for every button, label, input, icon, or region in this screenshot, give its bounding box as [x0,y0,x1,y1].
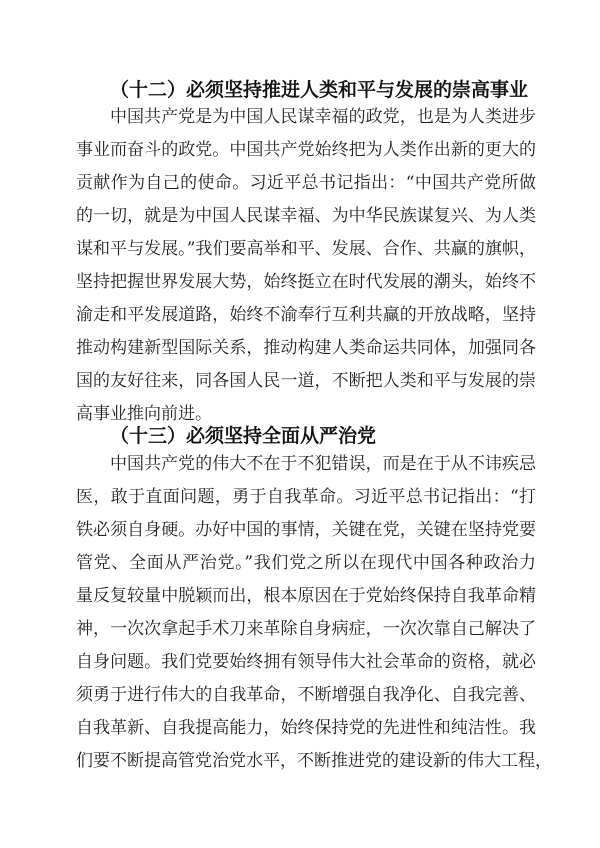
text-line: 高事业推向前进。 [76,404,212,424]
text-line: 推动构建新型国际关系，推动构建人类命运共同体，加强同各 [76,338,536,358]
text-line: 坚持把握世界发展大势，始终挺立在时代发展的潮头，始终不 [76,272,536,292]
text-line: 须勇于进行伟大的自我革命，不断增强自我净化、自我完善、 [76,685,536,705]
text-line: 的一切，就是为中国人民谋幸福、为中华民族谋复兴、为人类 [76,206,536,226]
text-line: 神，一次次拿起手术刀来革除自身病症，一次次靠自己解决了 [76,619,536,639]
text-line: 中国共产党是为中国人民谋幸福的政党，也是为人类进步 [110,107,536,127]
text-line: 国的友好往来，同各国人民一道，不断把人类和平与发展的崇 [76,371,536,391]
text-line: 铁必须自身硬。办好中国的事情，关键在党，关键在坚持党要 [76,520,536,540]
text-line: 们要不断提高管党治党水平，不断推进党的建设新的伟大工程， [76,751,552,771]
text-line: 管党、全面从严治党。”我们党之所以在现代中国各种政治力 [76,553,536,573]
text-line: 事业而奋斗的政党。中国共产党始终把为人类作出新的更大的 [76,140,536,160]
section-12-paragraph [76,101,536,431]
text-line: 谋和平与发展。”我们要高举和平、发展、合作、共赢的旗帜， [76,239,536,259]
section-13-heading: （十三）必须坚持全面从严治党 [110,425,377,447]
text-line: 自我革新、自我提高能力，始终保持党的先进性和纯洁性。我 [76,718,536,738]
text-line: 中国共产党的伟大不在于不犯错误，而是在于从不讳疾忌 [110,454,536,474]
section-12-heading: （十二）必须坚持推进人类和平与发展的崇高事业 [110,79,529,101]
text-line: 自身问题。我们党要始终拥有领导伟大社会革命的资格，就必 [76,652,536,672]
text-line: 渝走和平发展道路，始终不渝奉行互利共赢的开放战略，坚持 [76,305,536,325]
text-line: 量反复较量中脱颖而出，根本原因在于党始终保持自我革命精 [76,586,536,606]
text-line: 贡献作为自己的使命。习近平总书记指出：“中国共产党所做 [76,173,536,193]
section-13-paragraph [76,448,552,778]
text-line: 医，敢于直面问题，勇于自我革命。习近平总书记指出：“打 [76,487,536,507]
